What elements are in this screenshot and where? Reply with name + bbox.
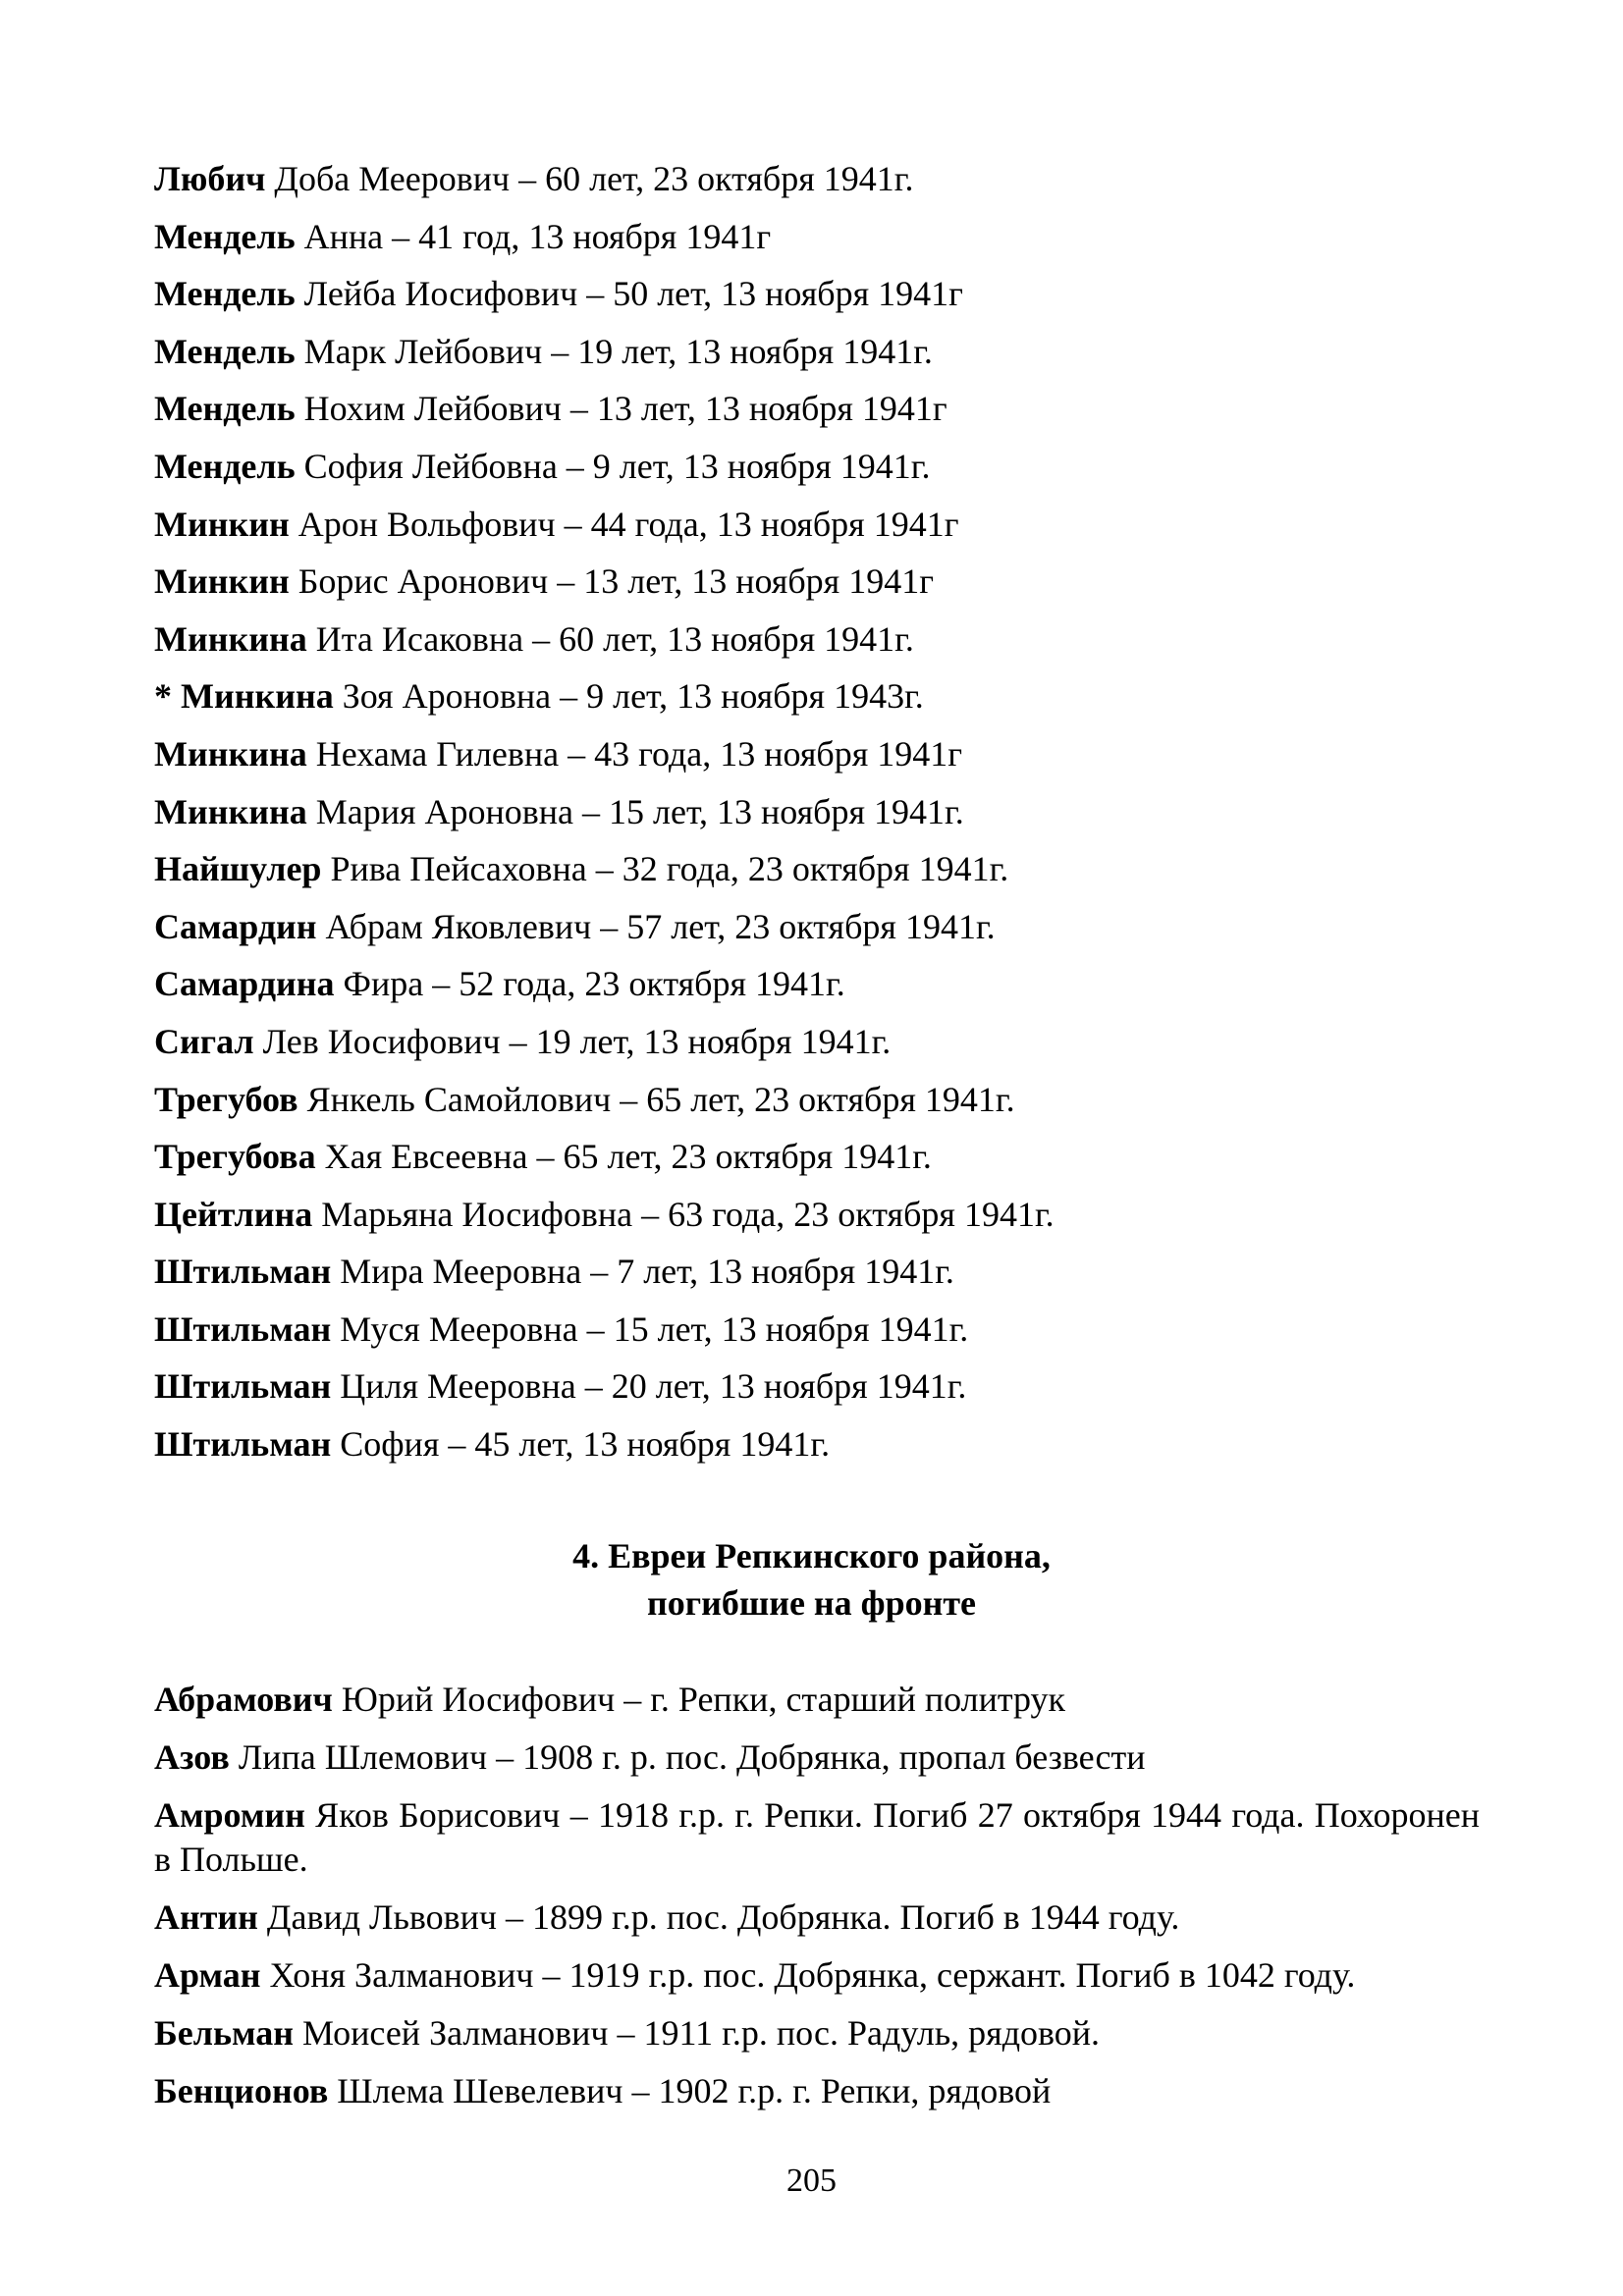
list-item xyxy=(154,847,1480,891)
surname: Минкин xyxy=(154,504,290,544)
entry-details: Лейба Иосифович – 50 лет, 13 ноября 1941г xyxy=(295,274,963,314)
page-number: 205 xyxy=(786,2163,837,2199)
entry-details: Юрий Иосифович – г. Репки, старший политрук xyxy=(332,1680,1066,1719)
entry-details: Муся Мееровна – 15 лет, 13 ноября 1941г. xyxy=(331,1308,969,1349)
surname: Найшулер xyxy=(154,849,322,889)
surname: Минкина xyxy=(154,618,307,659)
surname: Мендель xyxy=(154,216,296,256)
entry-details: Марк Лейбович – 19 лет, 13 ноября 1941г. xyxy=(295,331,933,371)
section-heading-line-2: погибшие на фронте xyxy=(646,1583,977,1623)
surname: Мендель xyxy=(154,389,296,429)
entry-details: Анна – 41 год, 13 ноября 1941г xyxy=(295,216,772,256)
surname: Штильман xyxy=(154,1252,332,1292)
entry-details: Мира Мееровна – 7 лет, 13 ноября 1941г. xyxy=(331,1252,954,1292)
surname: Амромин xyxy=(154,1795,305,1835)
entry-details: Абрам Яковлевич – 57 лет, 23 октября 1941г. xyxy=(316,906,996,946)
list-item xyxy=(154,617,1480,662)
list-item xyxy=(154,1735,1480,1780)
entry-details: Лев Иосифович – 19 лет, 13 ноября 1941г. xyxy=(253,1021,892,1061)
surname: Абрамович xyxy=(154,1680,333,1719)
surname: Сигал xyxy=(154,1021,254,1061)
surname: Любич xyxy=(154,159,266,198)
entry-details: Зоя Ароновна – 9 лет, 13 ноября 1943г. xyxy=(333,676,924,717)
list-item xyxy=(154,1193,1480,1237)
list-item xyxy=(154,330,1480,374)
entry-details: Моисей Залманович – 1911 г.р. пос. Радуль, рядовой. xyxy=(294,2013,1101,2053)
surname: Арман xyxy=(154,1955,261,1995)
surname: Цейтлина xyxy=(154,1194,313,1234)
list-item xyxy=(154,1793,1480,1882)
entry-details: Хая Евсеевна – 65 лет, 23 октября 1941г. xyxy=(315,1137,932,1177)
entry-details: Янкель Самойлович – 65 лет, 23 октября 1941г. xyxy=(298,1079,1015,1119)
surname: Штильман xyxy=(154,1308,332,1349)
entry-details: София Лейбовна – 9 лет, 13 ноября 1941г. xyxy=(295,446,931,486)
list-item xyxy=(154,560,1480,604)
surname: * Минкина xyxy=(154,676,334,717)
list-item xyxy=(154,732,1480,776)
list-item xyxy=(154,2069,1480,2113)
list-item xyxy=(154,1078,1480,1122)
surname: Минкин xyxy=(154,561,290,602)
list-item xyxy=(154,503,1480,547)
section-heading xyxy=(0,1532,1623,1627)
list-item xyxy=(154,1135,1480,1179)
entry-details: Хоня Залманович – 1919 г.р. пос. Добрянка, сержант. Погиб в 1042 году. xyxy=(260,1955,1356,1995)
list-item xyxy=(154,215,1480,259)
surname: Антин xyxy=(154,1897,258,1937)
surname: Бельман xyxy=(154,2013,295,2053)
entry-details: Мария Ароновна – 15 лет, 13 ноября 1941г. xyxy=(306,791,964,831)
list-item xyxy=(154,157,1480,201)
entry-details: Фира – 52 года, 23 октября 1941г. xyxy=(334,964,845,1004)
surname: Мендель xyxy=(154,331,296,371)
list-item xyxy=(154,1364,1480,1409)
surname: Азов xyxy=(154,1737,230,1777)
surname: Трегубова xyxy=(154,1137,316,1177)
entry-details: Циля Мееровна – 20 лет, 13 ноября 1941г. xyxy=(331,1366,967,1407)
list-item xyxy=(154,387,1480,431)
surname: Бенционов xyxy=(154,2071,329,2110)
surname: Трегубов xyxy=(154,1079,298,1119)
list-item xyxy=(154,905,1480,949)
entry-details: Шлема Шевелевич – 1902 г.р. г. Репки, рядовой xyxy=(328,2071,1052,2110)
entry-details: Липа Шлемович – 1908 г. р. пос. Добрянка, пропал безвести xyxy=(229,1737,1146,1777)
entry-details: Марьяна Иосифовна – 63 года, 23 октября 1941г. xyxy=(312,1194,1055,1234)
surname: Минкина xyxy=(154,733,307,774)
list-item xyxy=(154,1250,1480,1294)
list-item xyxy=(154,1020,1480,1064)
list-item xyxy=(154,445,1480,489)
list-item xyxy=(154,1422,1480,1467)
entry-details: София – 45 лет, 13 ноября 1941г. xyxy=(331,1424,831,1465)
list-item xyxy=(154,1896,1480,1940)
entry-details: Борис Аронович – 13 лет, 13 ноября 1941г xyxy=(289,561,934,602)
surname: Штильман xyxy=(154,1366,332,1407)
entry-details: Нехама Гилевна – 43 года, 13 ноября 1941г xyxy=(306,733,963,774)
entry-details: Арон Вольфович – 44 года, 13 ноября 1941г xyxy=(289,504,959,544)
list-item xyxy=(154,1308,1480,1352)
surname: Мендель xyxy=(154,446,296,486)
list-item xyxy=(154,1678,1480,1722)
victims-list xyxy=(154,157,1480,1480)
list-item xyxy=(154,1953,1480,1998)
entry-details: Яков Борисович – 1918 г.р. г. Репки. Погиб 27 октября 1944 года. Похоронен в Польше. xyxy=(154,1795,1480,1879)
surname: Самардин xyxy=(154,906,317,946)
surname: Минкина xyxy=(154,791,307,831)
list-item xyxy=(154,2011,1480,2056)
section-heading-line-1: 4. Евреи Репкинского района, xyxy=(572,1536,1051,1575)
list-item xyxy=(154,790,1480,834)
list-item xyxy=(154,674,1480,719)
entry-details: Ита Исаковна – 60 лет, 13 ноября 1941г. xyxy=(306,618,914,659)
front-casualties-list xyxy=(154,1678,1480,2127)
entry-details: Давид Львович – 1899 г.р. пос. Добрянка. Погиб в 1944 году. xyxy=(257,1897,1180,1937)
entry-details: Доба Меерович – 60 лет, 23 октября 1941г. xyxy=(265,159,914,198)
entry-details: Нохим Лейбович – 13 лет, 13 ноября 1941г xyxy=(295,389,947,429)
surname: Самардина xyxy=(154,964,335,1004)
surname: Мендель xyxy=(154,274,296,314)
surname: Штильман xyxy=(154,1424,332,1465)
list-item xyxy=(154,272,1480,316)
list-item xyxy=(154,962,1480,1006)
entry-details: Рива Пейсаховна – 32 года, 23 октября 1941г. xyxy=(321,849,1009,889)
